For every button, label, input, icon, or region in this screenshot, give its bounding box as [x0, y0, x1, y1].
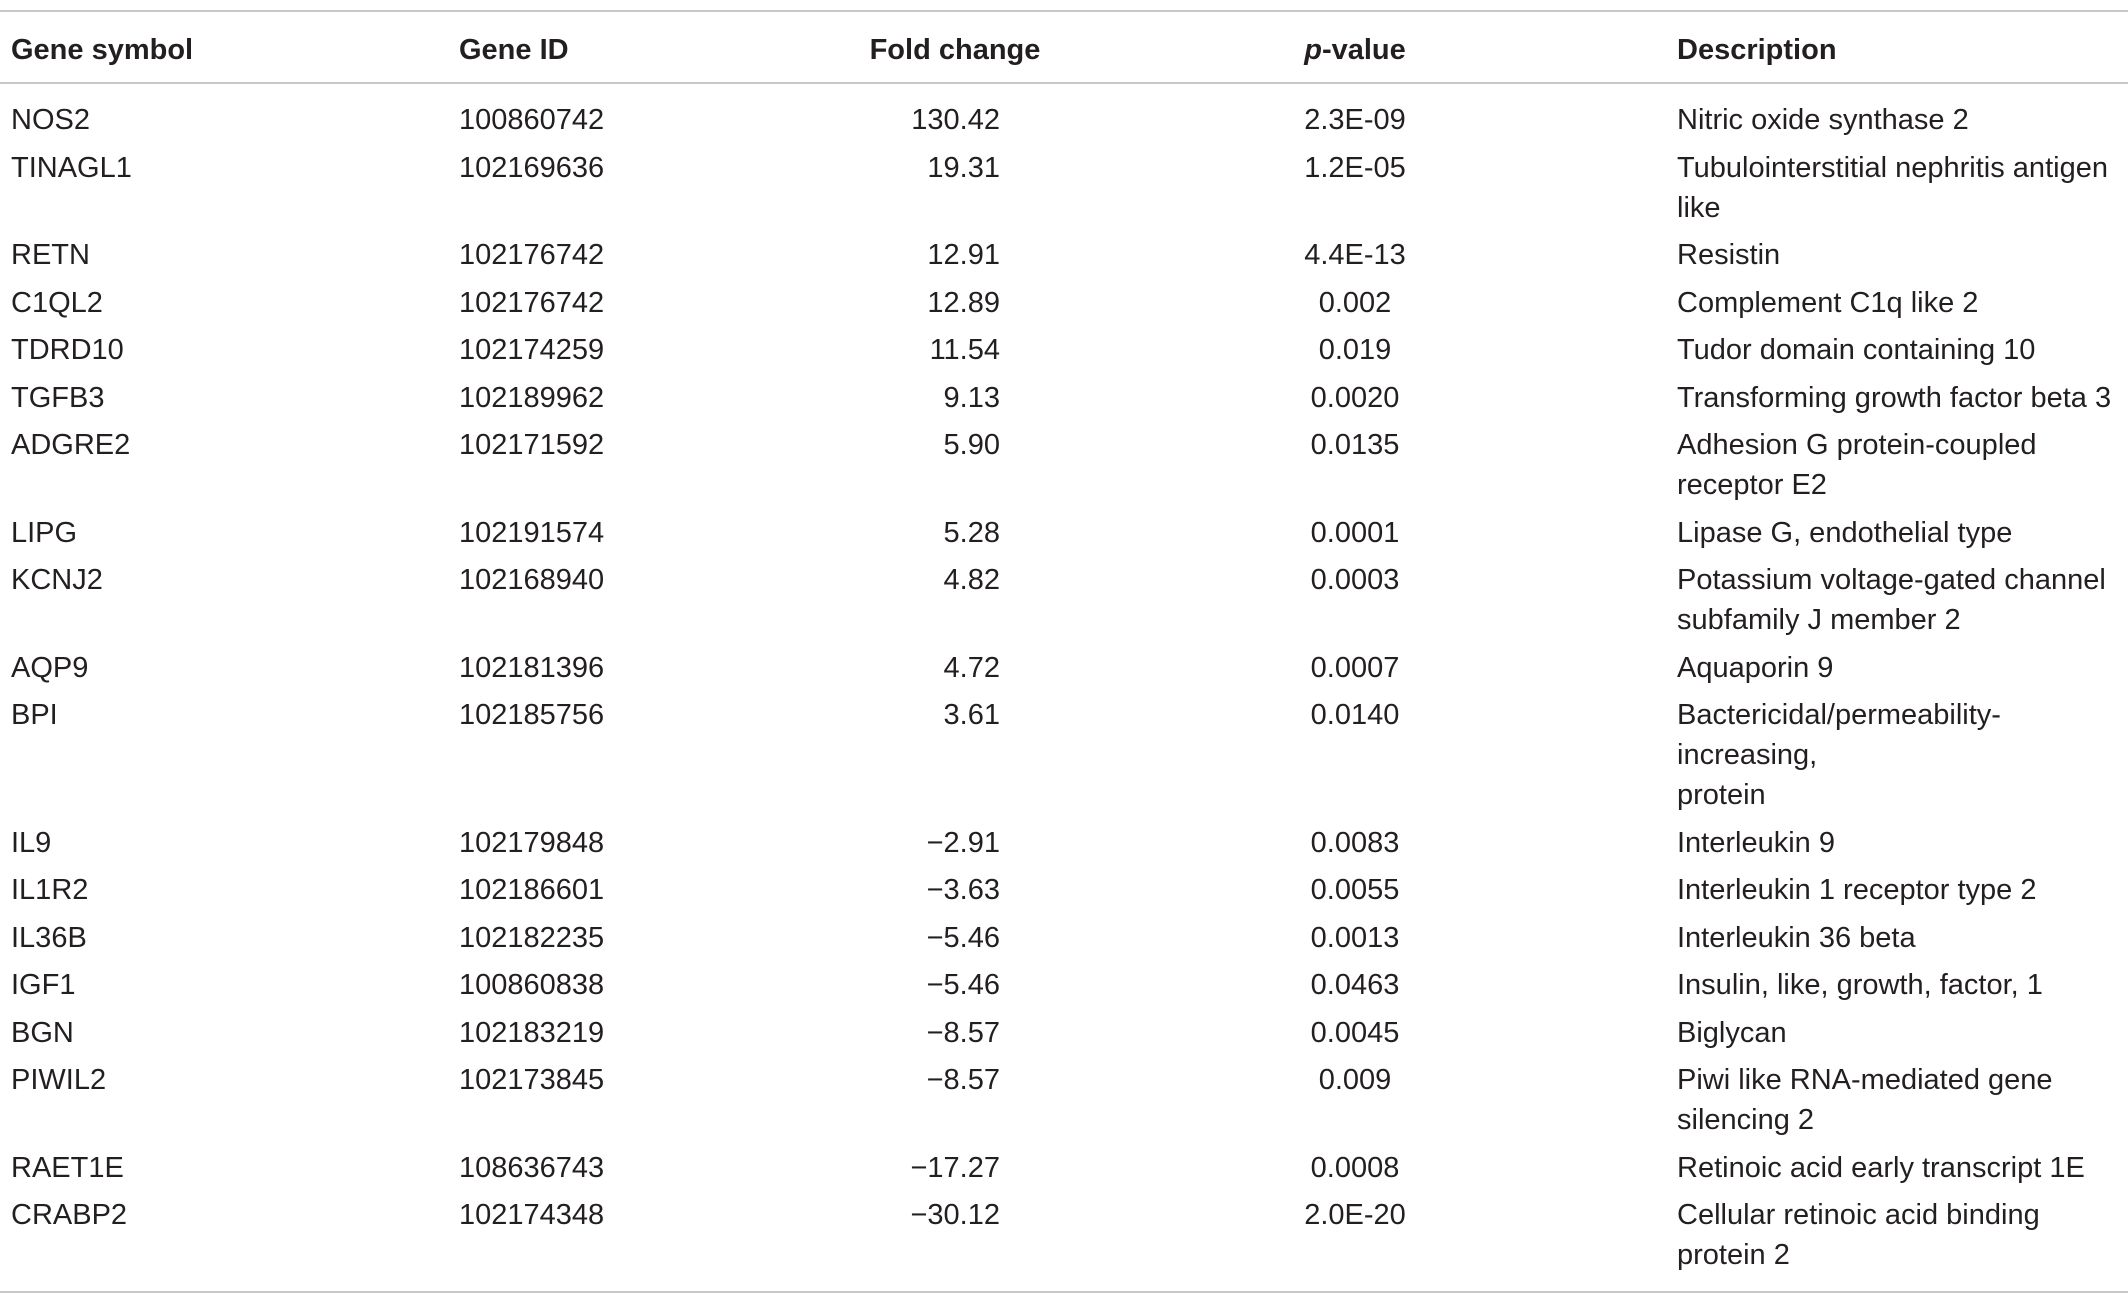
cell-p-value: 2.0E-20 — [1304, 1199, 1406, 1231]
table-header-rule — [0, 82, 2128, 84]
cell-gene-symbol: LIPG — [11, 516, 78, 549]
cell-description: Adhesion G protein-coupled receptor E2 — [1677, 429, 2037, 501]
cell-gene-symbol: PIWIL2 — [11, 1064, 107, 1096]
cell-p-value: 0.0135 — [1310, 429, 1400, 461]
header-description: Description — [1677, 34, 1837, 66]
cell-gene-id: 100860742 — [459, 104, 605, 136]
cell-gene-id: 102176742 — [459, 286, 605, 319]
table-row — [0, 560, 2128, 648]
cell-p-value: 0.009 — [1318, 1064, 1392, 1096]
cell-gene-id: 108636743 — [459, 1151, 605, 1184]
cell-description: Complement C1q like 2 — [1677, 286, 1979, 319]
cell-fold-change: −17.27 — [910, 1151, 1000, 1184]
cell-fold-change: −5.46 — [926, 969, 1000, 1001]
gene-table — [0, 10, 2128, 1293]
cell-p-value: 0.0007 — [1310, 651, 1400, 684]
table-row — [0, 1148, 2128, 1196]
cell-gene-symbol: BPI — [11, 699, 58, 731]
cell-description: Piwi like RNA-mediated gene silencing 2 — [1677, 1064, 2053, 1136]
cell-fold-change: 9.13 — [943, 381, 1000, 414]
cell-gene-symbol: IGF1 — [11, 969, 76, 1001]
cell-gene-symbol: IL1R2 — [11, 874, 89, 906]
header-gene-id: Gene ID — [459, 34, 569, 66]
cell-gene-symbol: AQP9 — [11, 651, 89, 684]
cell-gene-symbol: NOS2 — [11, 104, 90, 136]
cell-gene-id: 102169636 — [459, 151, 605, 184]
cell-gene-id: 102174259 — [459, 334, 605, 366]
cell-fold-change: 5.90 — [943, 429, 1000, 461]
cell-fold-change: −2.91 — [926, 826, 1000, 859]
cell-gene-id: 102186601 — [459, 874, 605, 906]
cell-p-value: 0.0001 — [1310, 516, 1400, 549]
cell-gene-symbol: TINAGL1 — [11, 151, 132, 184]
cell-fold-change: 12.89 — [927, 286, 1000, 319]
cell-p-value: 0.0055 — [1310, 874, 1400, 906]
cell-description: Resistin — [1677, 239, 1781, 271]
cell-p-value: 2.3E-09 — [1304, 104, 1406, 136]
cell-fold-change: 5.28 — [943, 516, 1000, 549]
cell-description: Cellular retinoic acid binding protein 2 — [1677, 1199, 2040, 1271]
cell-p-value: 0.0463 — [1310, 969, 1400, 1001]
table-row — [0, 918, 2128, 966]
cell-gene-id: 102173845 — [459, 1064, 605, 1096]
table-row — [0, 235, 2128, 283]
cell-description: Interleukin 9 — [1677, 826, 1835, 859]
cell-description: Lipase G, endothelial type — [1677, 516, 2013, 549]
table-row — [0, 1060, 2128, 1148]
table-row — [0, 965, 2128, 1013]
cell-description: Insulin, like, growth, factor, 1 — [1677, 969, 2043, 1001]
cell-fold-change: 11.54 — [929, 334, 1000, 366]
cell-gene-id: 102174348 — [459, 1199, 605, 1231]
cell-description: Bactericidal/permeability- increasing, protein — [1677, 699, 2001, 811]
table-row — [0, 823, 2128, 871]
cell-gene-symbol: IL36B — [11, 921, 87, 954]
cell-description: Interleukin 36 beta — [1677, 921, 1916, 954]
cell-p-value: 0.0045 — [1310, 1016, 1400, 1049]
cell-description: Tubulointerstitial nephritis antigen like — [1677, 151, 2108, 224]
header-p-value-rest: -value — [1321, 34, 1406, 66]
cell-description: Nitric oxide synthase 2 — [1677, 104, 1969, 136]
table-row — [0, 283, 2128, 331]
table-row — [0, 148, 2128, 236]
header-p-value — [1255, 30, 1455, 70]
cell-fold-change: −3.63 — [926, 874, 1000, 906]
cell-description: Interleukin 1 receptor type 2 — [1677, 874, 2037, 906]
cell-fold-change: −8.57 — [926, 1064, 1000, 1096]
cell-gene-id: 102179848 — [459, 826, 605, 859]
cell-p-value: 0.0013 — [1310, 921, 1400, 954]
table-row — [0, 1195, 2128, 1291]
cell-fold-change: −30.12 — [910, 1199, 1000, 1231]
cell-fold-change: 19.31 — [927, 151, 1000, 184]
table-body — [0, 100, 2128, 1291]
cell-fold-change: 130.42 — [911, 104, 1000, 136]
cell-description: Aquaporin 9 — [1677, 651, 1834, 684]
cell-gene-id: 102176742 — [459, 239, 605, 271]
cell-p-value: 4.4E-13 — [1304, 239, 1406, 271]
cell-gene-id: 102171592 — [459, 429, 605, 461]
cell-gene-id: 102168940 — [459, 564, 605, 596]
cell-gene-symbol: IL9 — [11, 826, 52, 859]
cell-gene-id: 102182235 — [459, 921, 605, 954]
cell-p-value: 0.019 — [1318, 334, 1392, 366]
table-row — [0, 378, 2128, 426]
cell-gene-symbol: CRABP2 — [11, 1199, 128, 1231]
cell-description: Biglycan — [1677, 1016, 1787, 1049]
cell-gene-symbol: C1QL2 — [11, 286, 103, 319]
table-row — [0, 513, 2128, 561]
cell-gene-id: 102185756 — [459, 699, 605, 731]
cell-p-value: 0.0083 — [1310, 826, 1400, 859]
cell-gene-symbol: RAET1E — [11, 1151, 124, 1184]
cell-p-value: 0.002 — [1318, 286, 1392, 319]
header-p-value-italic: p — [1304, 34, 1322, 66]
cell-fold-change: 4.82 — [943, 564, 1000, 596]
table-row — [0, 870, 2128, 918]
cell-fold-change: −8.57 — [926, 1016, 1000, 1049]
cell-p-value: 0.0140 — [1310, 699, 1400, 731]
cell-p-value: 0.0003 — [1310, 564, 1400, 596]
cell-gene-id: 100860838 — [459, 969, 605, 1001]
cell-fold-change: −5.46 — [926, 921, 1000, 954]
cell-gene-symbol: TGFB3 — [11, 381, 105, 414]
table-row — [0, 425, 2128, 513]
table-row — [0, 330, 2128, 378]
cell-description: Retinoic acid early transcript 1E — [1677, 1151, 2085, 1184]
cell-fold-change: 4.72 — [943, 651, 1000, 684]
cell-gene-symbol: BGN — [11, 1016, 74, 1049]
table-row — [0, 648, 2128, 696]
cell-description: Tudor domain containing 10 — [1677, 334, 2036, 366]
cell-gene-symbol: TDRD10 — [11, 334, 124, 366]
cell-p-value: 0.0020 — [1310, 381, 1400, 414]
cell-gene-symbol: RETN — [11, 239, 90, 271]
table-row — [0, 695, 2128, 823]
cell-fold-change: 3.61 — [943, 699, 1000, 731]
cell-p-value: 1.2E-05 — [1304, 151, 1406, 184]
cell-gene-id: 102189962 — [459, 381, 605, 414]
table-row — [0, 1013, 2128, 1061]
cell-description: Potassium voltage-gated channel subfamily J member 2 — [1677, 564, 2106, 636]
cell-p-value: 0.0008 — [1310, 1151, 1400, 1184]
cell-gene-id: 102191574 — [459, 516, 605, 549]
table-row — [0, 100, 2128, 148]
cell-gene-symbol: ADGRE2 — [11, 429, 131, 461]
cell-gene-symbol: KCNJ2 — [11, 564, 103, 596]
cell-description: Transforming growth factor beta 3 — [1677, 381, 2112, 414]
table-header — [0, 12, 2128, 82]
header-gene-symbol: Gene symbol — [11, 34, 194, 66]
cell-fold-change: 12.91 — [927, 239, 1000, 271]
cell-gene-id: 102181396 — [459, 651, 605, 684]
cell-gene-id: 102183219 — [459, 1016, 605, 1049]
header-fold-change: Fold change — [869, 34, 1041, 66]
